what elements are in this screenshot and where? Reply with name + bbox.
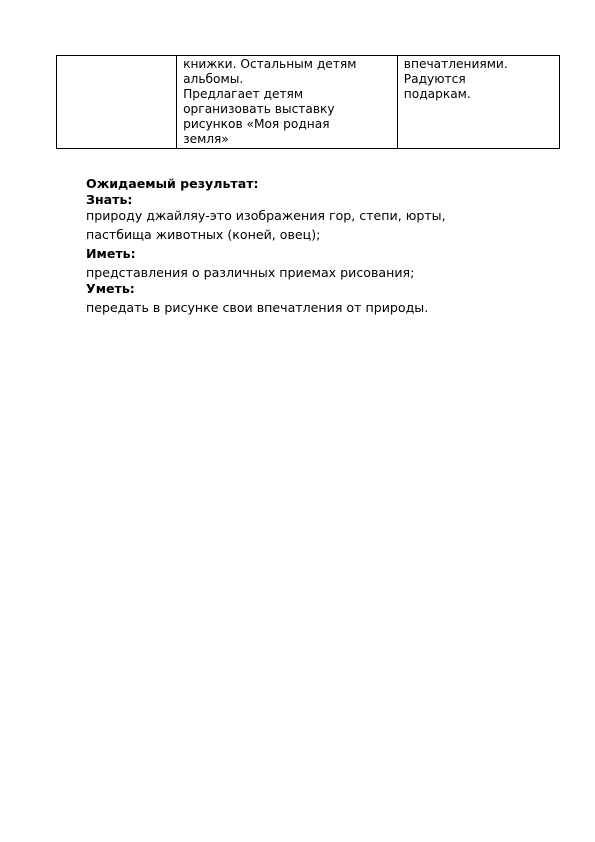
lesson-table: [56, 55, 560, 149]
table-row: [57, 56, 560, 149]
table-cell-empty: [57, 56, 177, 149]
expected-result-section: [86, 176, 556, 316]
cell-line: рисунков «Моя родная: [183, 117, 330, 131]
cell-line: организовать выставку: [183, 102, 335, 116]
can-text: передать в рисунке свои впечатления от природы.: [86, 300, 429, 315]
know-label: Знать:: [86, 192, 133, 207]
cell-line: книжки. Остальным детям: [183, 57, 357, 71]
table-cell-teacher-activity: [177, 56, 398, 149]
know-line: пастбища животных (коней, овец);: [86, 227, 321, 242]
can-label: Уметь:: [86, 281, 135, 296]
cell-line: земля»: [183, 132, 229, 146]
cell-line: впечатлениями.: [403, 57, 508, 71]
cell-line: Радуются: [403, 72, 466, 86]
expected-result-title: Ожидаемый результат:: [86, 176, 259, 191]
cell-line: подаркам.: [403, 87, 471, 101]
cell-line: Предлагает детям: [183, 87, 304, 101]
have-text: представления о различных приемах рисования;: [86, 265, 415, 280]
cell-line: альбомы.: [183, 72, 244, 86]
table-cell-children-activity: [397, 56, 559, 149]
have-label: Иметь:: [86, 246, 136, 261]
know-line: природу джайляу-это изображения гор, степи, юрты,: [86, 208, 446, 223]
